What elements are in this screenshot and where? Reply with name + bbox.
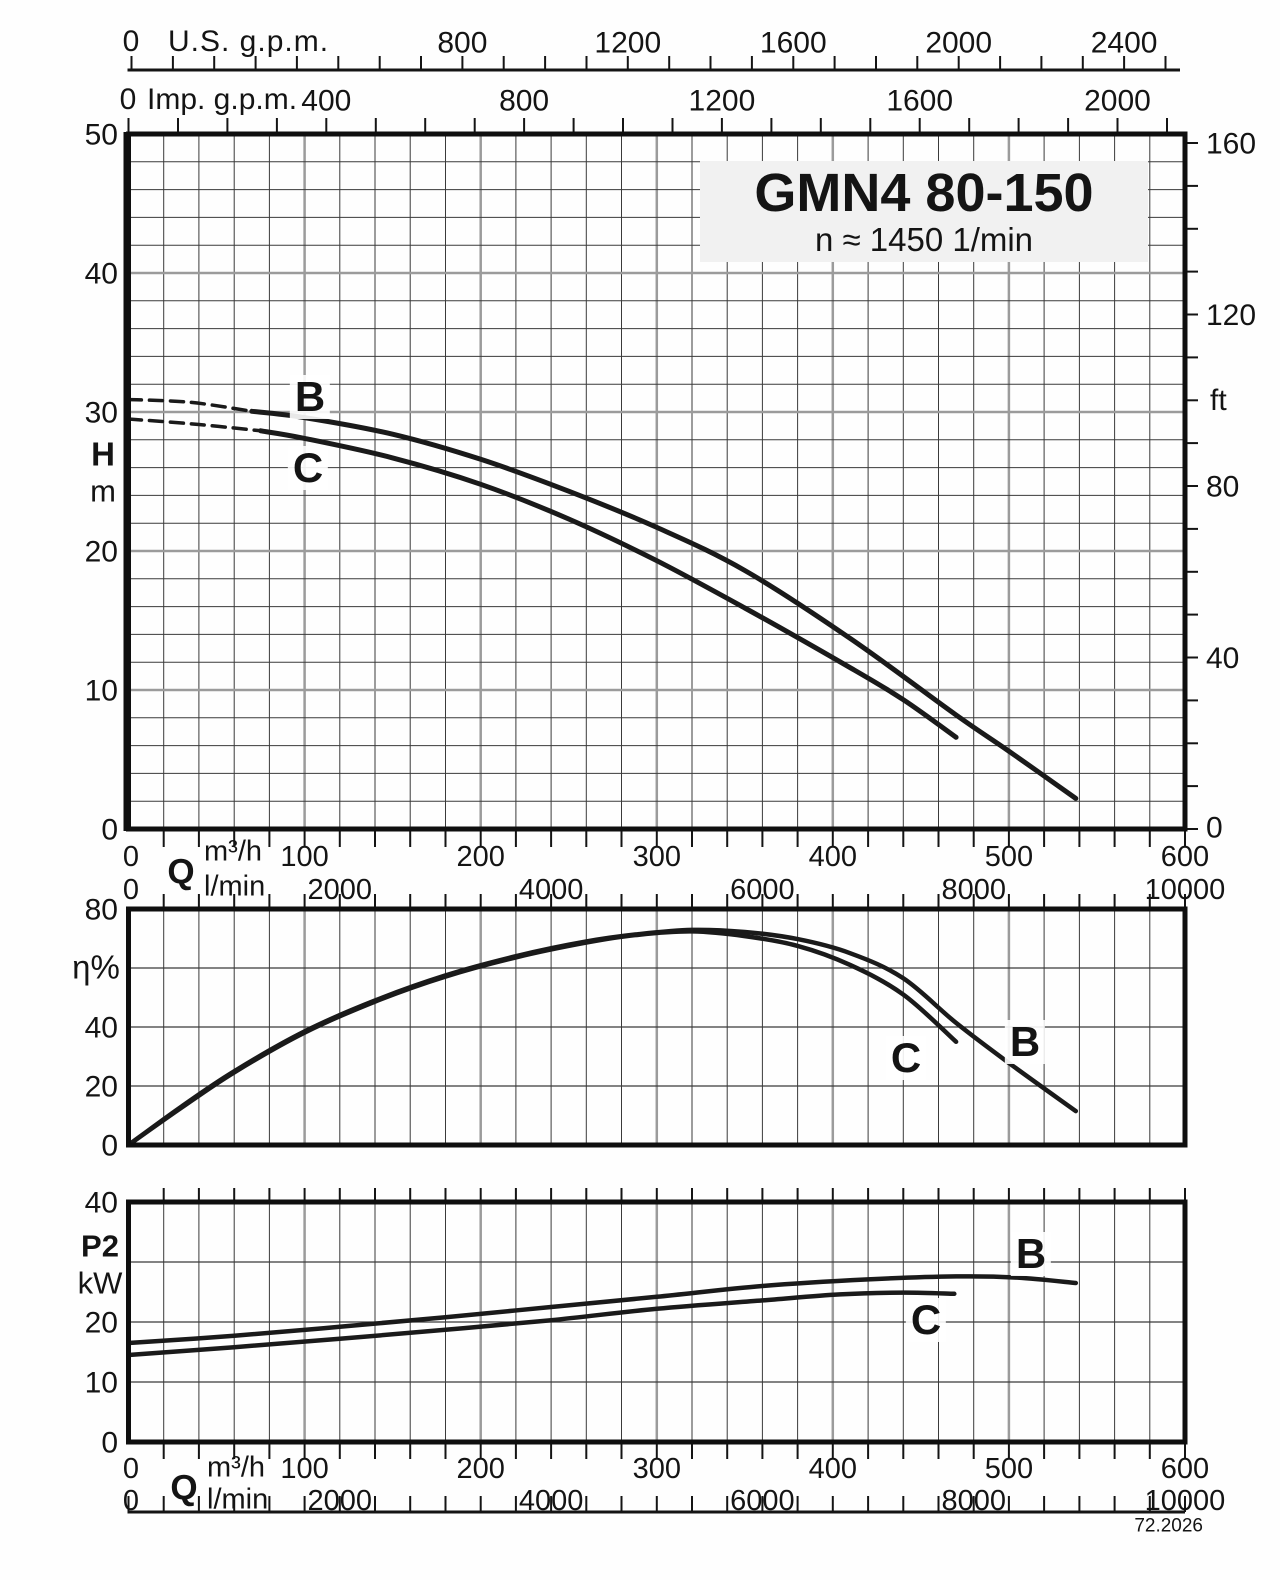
us-gpm-tick-label: 2000 xyxy=(925,26,993,60)
head-axis-tick-label: 0 xyxy=(101,813,118,847)
q-lmin-label-mid: 10000 xyxy=(1144,874,1226,907)
q-m3h-label-bottom: 200 xyxy=(456,1453,505,1486)
imp-gpm-tick-label: 400 xyxy=(301,84,352,118)
flow-unit-lmin-mid: l/min xyxy=(204,870,266,903)
head-axis-tick-label: 20 xyxy=(84,535,118,569)
head-axis-tick-label: 10 xyxy=(84,674,118,708)
curve-B-efficiency xyxy=(129,930,1076,1145)
q-lmin-label-bottom: 2000 xyxy=(307,1485,373,1518)
power-axis-tick-label: 0 xyxy=(101,1426,118,1460)
curve-C-head-dashed xyxy=(129,419,261,431)
head-axis-tick-label: 30 xyxy=(84,396,118,430)
imp-gpm-tick-label: 2000 xyxy=(1084,84,1151,118)
us-gpm-tick-label: 1600 xyxy=(759,26,827,60)
q-lmin-label-mid: 2000 xyxy=(307,874,373,907)
curve-C-head xyxy=(261,431,957,738)
q-m3h-label-bottom: 0 xyxy=(122,1453,140,1486)
pump-speed-subtitle: n ≈ 1450 1/min xyxy=(814,220,1034,258)
us-gpm-tick-label: 2400 xyxy=(1090,26,1158,60)
q-m3h-label-mid: 0 xyxy=(122,841,140,874)
us-gpm-zero-label: 0 xyxy=(122,25,140,58)
title-box xyxy=(700,161,1148,262)
efficiency-axis-label: η% xyxy=(72,948,120,986)
q-m3h-label-mid: 100 xyxy=(280,841,329,874)
curve-label-B-efficiency: B xyxy=(1005,1020,1045,1064)
q-m3h-label-bottom: 100 xyxy=(280,1453,329,1486)
q-lmin-label-bottom: 4000 xyxy=(518,1485,584,1518)
curve-B-head-dashed xyxy=(129,400,252,412)
head-axis-tick-label: 40 xyxy=(84,257,118,291)
power-axis-tick-label: 10 xyxy=(84,1366,118,1400)
efficiency-axis-tick-label: 0 xyxy=(101,1129,118,1163)
efficiency-axis-tick-label: 80 xyxy=(84,893,118,927)
ft-tick-label: 40 xyxy=(1206,642,1240,675)
q-lmin-label-mid: 6000 xyxy=(730,874,795,907)
q-lmin-label-bottom: 8000 xyxy=(941,1485,1006,1518)
q-m3h-label-mid: 300 xyxy=(632,841,681,874)
q-m3h-label-mid: 200 xyxy=(456,841,505,874)
curve-C-power xyxy=(129,1293,955,1355)
us-gpm-axis-label: U.S. g.p.m. xyxy=(168,25,330,58)
feet-axis-unit: ft xyxy=(1210,384,1227,417)
imp-gpm-tick-label: 1200 xyxy=(688,84,756,118)
q-lmin-label-bottom: 6000 xyxy=(730,1485,795,1518)
efficiency-axis-tick-label: 40 xyxy=(84,1011,118,1045)
q-m3h-label-bottom: 600 xyxy=(1160,1453,1210,1486)
q-m3h-label-mid: 400 xyxy=(808,841,857,874)
document-code: 72.2026 xyxy=(1134,1515,1203,1537)
ft-tick-label: 0 xyxy=(1206,811,1223,845)
pump-model-title: GMN4 80-150 xyxy=(754,163,1094,223)
q-m3h-label-bottom: 300 xyxy=(632,1453,681,1486)
head-axis-label: H xyxy=(91,435,115,473)
ft-tick-label: 80 xyxy=(1206,470,1240,504)
curve-label-C-power: C xyxy=(906,1298,946,1342)
q-lmin-label-bottom: 10000 xyxy=(1144,1485,1226,1518)
q-m3h-label-bottom: 400 xyxy=(808,1453,857,1486)
us-gpm-tick-label: 800 xyxy=(437,26,488,60)
us-gpm-tick-label: 1200 xyxy=(594,26,662,60)
curve-label-C-efficiency: C xyxy=(886,1036,926,1080)
q-lmin-label-bottom: 0 xyxy=(122,1485,140,1518)
imp-gpm-tick-label: 1600 xyxy=(886,84,954,118)
curve-label-B-power: B xyxy=(1011,1232,1051,1276)
q-lmin-label-mid: 8000 xyxy=(941,874,1006,907)
q-lmin-label-mid: 0 xyxy=(122,874,140,907)
flow-axis-label-bottom: Q xyxy=(170,1468,198,1508)
power-axis-tick-label: 20 xyxy=(84,1306,118,1340)
imp-gpm-zero-label: 0 xyxy=(119,83,137,116)
q-lmin-label-mid: 4000 xyxy=(518,874,584,907)
curve-label-C-head: C xyxy=(288,446,328,490)
flow-unit-m3h-bottom: m³/h xyxy=(207,1451,265,1484)
power-axis-label: P2 xyxy=(81,1228,119,1264)
imp-gpm-axis-label: Imp. g.p.m. xyxy=(147,83,298,116)
power-axis-tick-label: 40 xyxy=(84,1186,118,1220)
ft-tick-label: 160 xyxy=(1206,127,1257,161)
curve-B-power xyxy=(129,1276,1076,1343)
flow-axis-label-mid: Q xyxy=(167,852,195,892)
head-axis-tick-label: 50 xyxy=(84,118,118,152)
q-m3h-label-mid: 500 xyxy=(984,841,1034,874)
ft-tick-label: 120 xyxy=(1206,299,1257,332)
head-axis-unit: m xyxy=(90,473,116,509)
flow-unit-lmin-bottom: l/min xyxy=(207,1483,269,1516)
power-axis-unit: kW xyxy=(77,1265,123,1301)
q-m3h-label-mid: 600 xyxy=(1160,841,1210,874)
flow-unit-m3h-mid: m³/h xyxy=(204,835,262,868)
curve-label-B-head: B xyxy=(290,375,330,419)
q-m3h-label-bottom: 500 xyxy=(984,1453,1034,1486)
efficiency-axis-tick-label: 20 xyxy=(84,1070,118,1104)
imp-gpm-tick-label: 800 xyxy=(499,84,550,118)
